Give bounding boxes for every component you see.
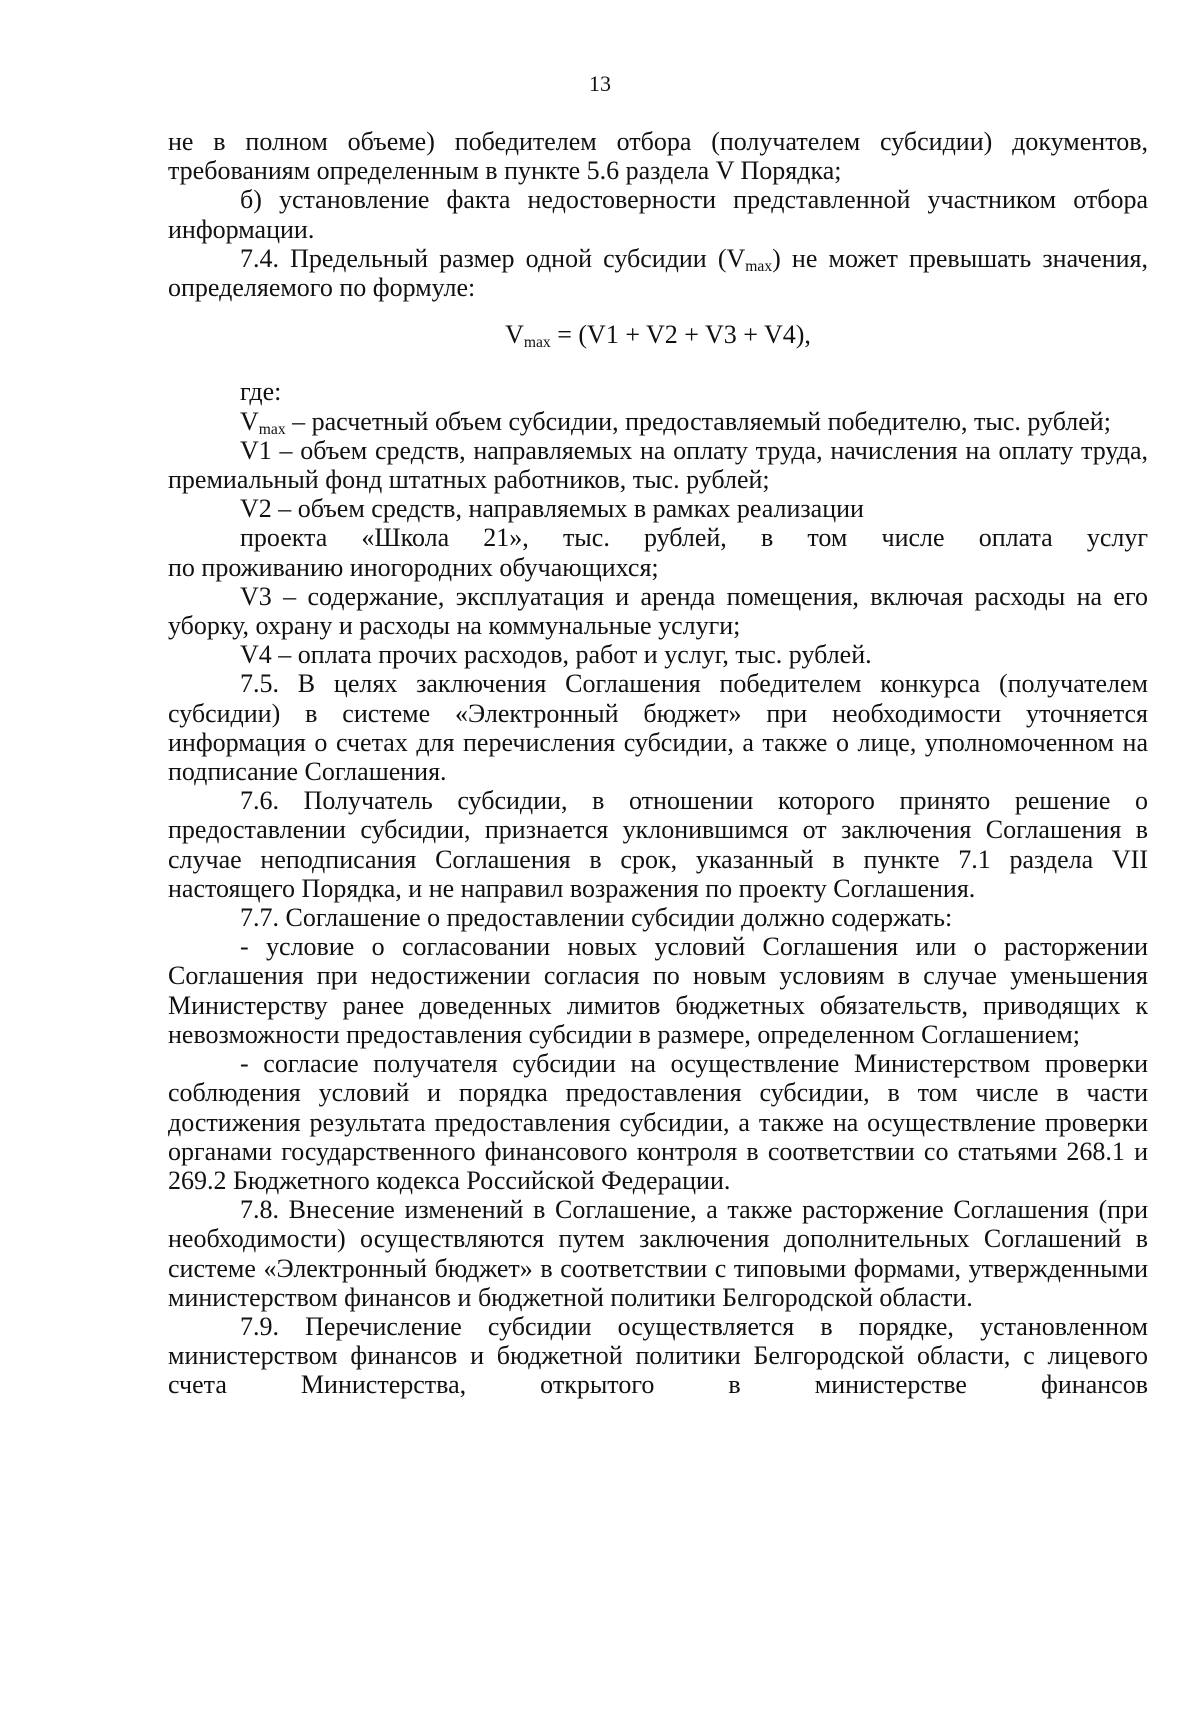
paragraph-7-6: 7.6. Получатель субсидии, в отношении которого принято решение о предоставлении субсидии, признается уклонившимся от заключения Соглашения в случае неподписания Соглашения в срок, указанный в пункте 7.1 раздела VII настоящего Порядка, и не направил возражения по проекту Соглашения.: [168, 786, 1148, 903]
subscript-max: max: [745, 257, 773, 275]
paragraph-7-5: 7.5. В целях заключения Соглашения победителем конкурса (получателем субсидии) в системе «Электронный бюджет» при необходимости уточняется информация о счетах для перечисления субсидии, а также о лице, уполномоченном на подписание Соглашения.: [168, 669, 1148, 787]
text-run: ) не может превышать значения, определяемого по формуле:: [168, 243, 1148, 303]
definition-v2-line3: по проживанию иногородних обучающихся;: [168, 552, 659, 582]
formula-vmax: [168, 320, 1148, 352]
definition-vmax: [168, 407, 1148, 436]
subscript-max: max: [258, 420, 286, 438]
paragraph-7-7: 7.7. Соглашение о предоставлении субсидии должно содержать:: [240, 903, 953, 933]
text-run: V: [505, 320, 524, 350]
text-run: 7.4. Предельный размер одной субсидии (V: [240, 243, 746, 273]
paragraph-continuation: не в полном объеме) победителем отбора (получателем субсидии) документов, требованиям определенным в пункте 5.6 раздела V Порядка;: [168, 127, 1148, 186]
page-number: 13: [589, 71, 611, 96]
paragraph-7-4: [168, 244, 1148, 302]
paragraph-7-7-item-2: - согласие получателя субсидии на осуществление Министерством проверки соблюдения условий и порядка предоставления субсидии, в том числе в части достижения результата предоставления субсидии, а также на осуществление проверки органами государственного финансового контроля в соответствии со статьями 268.1 и 269.2 Бюджетного кодекса Российской Федерации.: [168, 1049, 1148, 1195]
text-run: = (V1 + V2 + V3 + V4),: [550, 320, 811, 350]
paragraph-7-8: 7.8. Внесение изменений в Соглашение, а также расторжение Соглашения (при необходимости) осуществляются путем заключения дополнительных Соглашений в системе «Электронный бюджет» в соответствии с типовыми формами, утвержденными министерством финансов и бюджетной политики Белгородской области.: [168, 1195, 1148, 1312]
subscript-max: max: [523, 334, 551, 352]
text-run: – расчетный объем субсидии, предоставляемый победителю, тыс. рублей;: [285, 406, 1111, 436]
definition-v4: V4 – оплата прочих расходов, работ и услуг, тыс. рублей.: [240, 640, 872, 670]
where-label: где:: [240, 377, 282, 407]
definition-v2-line2: проекта «Школа 21», тыс. рублей, в том числе оплата услуг: [240, 523, 1148, 553]
paragraph-b: б) установление факта недостоверности представленной участником отбора информации.: [168, 185, 1148, 244]
paragraph-7-9: 7.9. Перечисление субсидии осуществляется в порядке, установленном министерством финансов и бюджетной политики Белгородской области, с лицевого счета Министерства, открытого в министерстве финансов: [168, 1311, 1148, 1400]
paragraph-7-7-item-1: - условие о согласовании новых условий Соглашения или о расторжении Соглашения при недостижении согласия по новым условиям в случае уменьшения Министерству ранее доведенных лимитов бюджетных обязательств, приводящих к невозможности предоставления субсидии в размере, определенном Соглашением;: [168, 932, 1148, 1049]
definition-v2-line1: V2 – объем средств, направляемых в рамках реализации: [240, 494, 864, 524]
document-body: [168, 127, 1148, 1400]
definition-v3: V3 – содержание, эксплуатация и аренда помещения, включая расходы на его уборку, охрану и расходы на коммунальные услуги;: [168, 581, 1148, 641]
text-run: V: [240, 406, 259, 436]
definition-v1: V1 – объем средств, направляемых на оплату труда, начисления на оплату труда, премиальный фонд штатных работников, тыс. рублей;: [168, 435, 1148, 495]
